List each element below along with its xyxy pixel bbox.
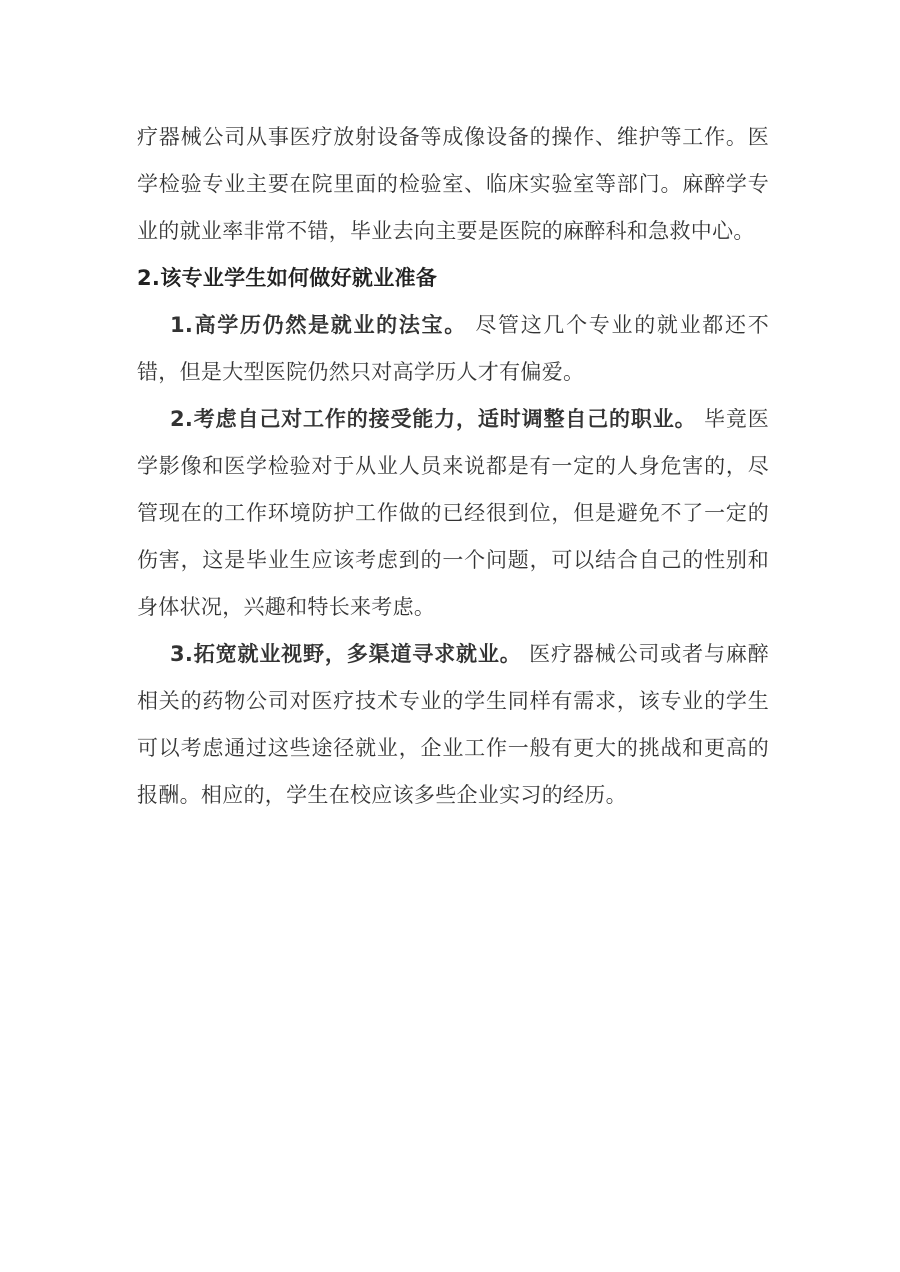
point-lead-2: 2.考虑自己对工作的接受能力，适时调整自己的职业。 bbox=[170, 407, 697, 431]
point-paragraph-3 bbox=[137, 631, 769, 819]
intro-paragraph: 疗器械公司从事医疗放射设备等成像设备的操作、维护等工作。医学检验专业主要在院里面的检验室、临床实验室等部门。麻醉学专业的就业率非常不错，毕业去向主要是医院的麻醉科和急救中心。 bbox=[137, 125, 769, 243]
document-body bbox=[137, 114, 769, 819]
point-lead-3: 3.拓宽就业视野，多渠道寻求就业。 bbox=[170, 642, 522, 666]
section-heading: 2.该专业学生如何做好就业准备 bbox=[137, 266, 438, 290]
point-paragraph-2 bbox=[137, 396, 769, 631]
point-body-2: 毕竟医学影像和医学检验对于从业人员来说都是有一定的人身危害的，尽管现在的工作环境防护工作做的已经很到位，但是避免不了一定的伤害，这是毕业生应该考虑到的一个问题，可以结合自己的性别和身体状况，兴趣和特长来考虑。 bbox=[137, 407, 769, 619]
point-paragraph-1 bbox=[137, 302, 769, 396]
point-body-1: 尽管这几个专业的就业都还不错，但是大型医院仍然只对高学历人才有偏爱。 bbox=[137, 313, 769, 384]
point-lead-1: 1.高学历仍然是就业的法宝。 bbox=[170, 313, 467, 337]
point-body-3: 医疗器械公司或者与麻醉相关的药物公司对医疗技术专业的学生同样有需求，该专业的学生可以考虑通过这些途径就业，企业工作一般有更大的挑战和更高的报酬。相应的，学生在校应该多些企业实习的经历。 bbox=[137, 642, 769, 807]
